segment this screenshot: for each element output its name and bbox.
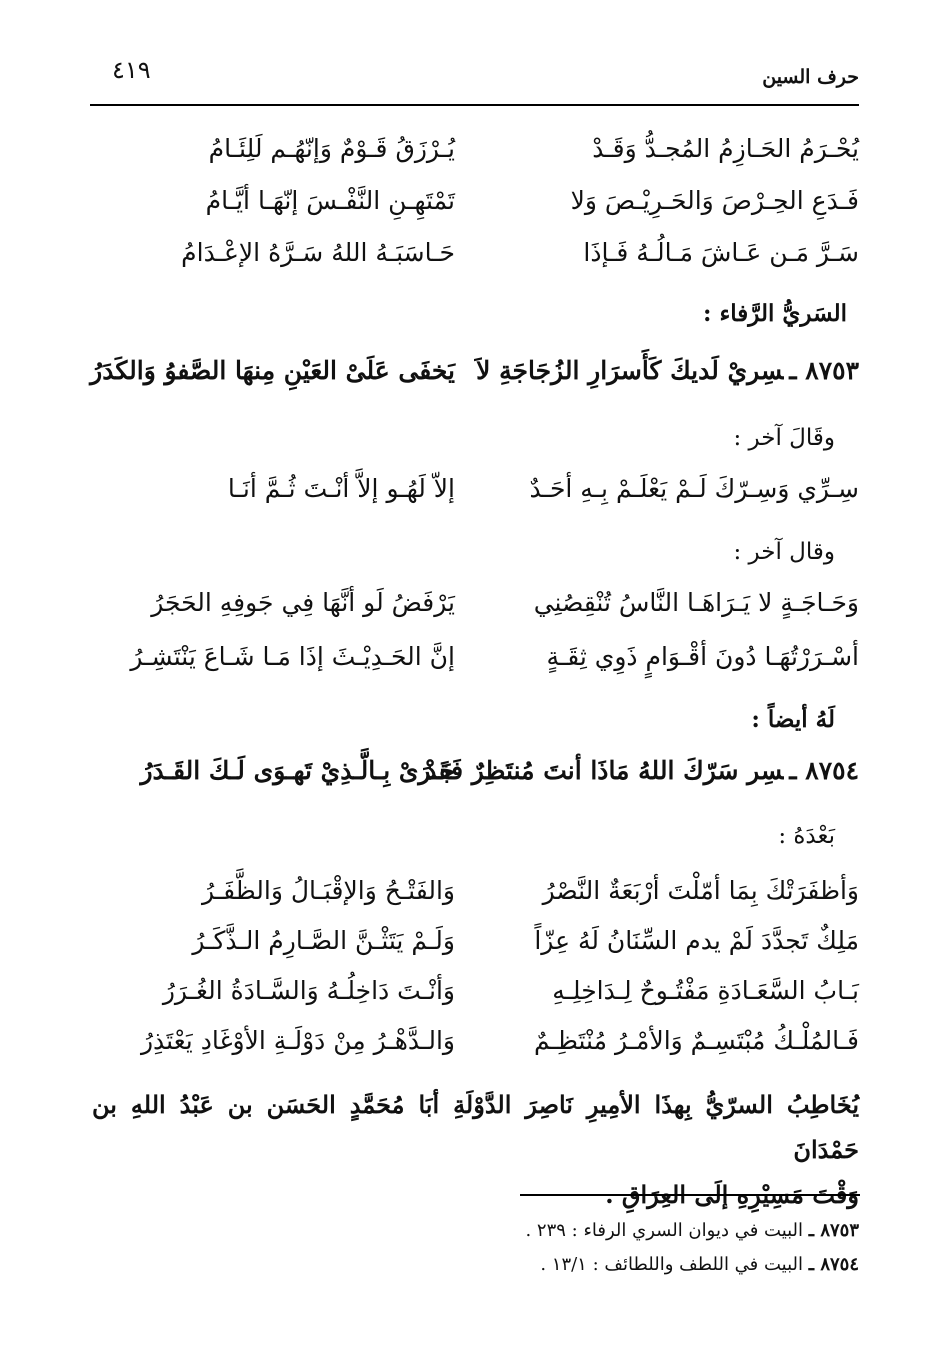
verse-line: [100, 632, 859, 682]
attribution-label: السَريُّ الرَّفاء :: [702, 300, 847, 327]
second-hemistich: وَأنْـتَ دَاخِلُـهُ وَالسَّـادَةُ الغُـرَرُ: [162, 976, 455, 1005]
second-hemistich: إنَّ الحَـدِيْـثَ إذَا مَـا شَـاعَ يَنْتَشِـرُ: [130, 642, 455, 671]
prose-line: يُخَاطِبُ السرّيُّ بِهذَا الأمِيرِ نَاصِرَ الدَّوْلَةِ أبَا مُحَمَّدٍ الحَسَن بن عَبْدُ اللهِ بن حَمْدَانَ: [92, 1090, 859, 1164]
page-number: ٤١٩: [112, 56, 151, 84]
prose-line: وَقْتَ مَسِيْرِهِ إلَى العِرَاقِ .: [605, 1180, 859, 1209]
second-hemistich: إلاّ لَهُـو إلاَّ أنْـتَ ثُـمَّ أنَـا: [227, 474, 455, 503]
verse-line: [100, 578, 859, 628]
second-hemistich: وَالـدَّهْـرُ مِنْ دَوْلَـةِ الأوْغَادِ يَعْتَذِرُ: [140, 1026, 455, 1055]
footnote-number: ٨٧٥٤ ـ: [808, 1254, 859, 1275]
first-hemistich: سَـرَّ مَـن عَـاشَ مَـالُـهُ فَـإذَا: [583, 238, 859, 267]
verse-line: [100, 228, 859, 278]
first-hemistich: فَـالمُلْـكُ مُبْتَسِـمٌ وَالأمْـرُ مُنْتَظِـمٌ: [534, 1026, 859, 1055]
page-header: [90, 52, 859, 106]
verse-8754: [100, 746, 859, 796]
section-title: حرف السين: [762, 66, 859, 88]
first-hemistich: ٨٧٥٣ ـسِريْ لَديكَ كَأَسرَارِ الزُجَاجَةِ لاَ: [476, 356, 859, 385]
verse-line: [100, 176, 859, 226]
first-hemistich: يُحْـرَمُ الحَـازِمُ المُجـدُّ وَقَـدْ: [592, 134, 859, 163]
footnote: [540, 1250, 859, 1280]
footnote-divider: [520, 1194, 860, 1196]
footnote-text: البيت في ديوان السري الرفاء : ٢٣٩ .: [525, 1220, 804, 1241]
verse-line: [100, 866, 859, 916]
second-hemistich: يَخفَى عَلَىْ العَيْنِ مِنهَا الصَّفوُ وَالكَدَرُ: [90, 356, 455, 385]
footnote: [525, 1216, 859, 1246]
first-hemistich: وَحَـاجَـةٍ لا يَـرَاهَـا النَّاسُ تُنْقِصُنِي: [533, 588, 859, 617]
attribution-label: وقَالَ آخر :: [733, 425, 835, 451]
verse-line: [100, 966, 859, 1016]
verse-8753: [90, 346, 859, 396]
footnote-number: ٨٧٥٣ ـ: [808, 1220, 859, 1241]
first-hemistich: فَـدَعِ الحِـرْصَ وَالحَـرِيْـصَ وَلا: [570, 186, 859, 215]
first-hemistich: وَأظفَرَتْكَ بِمَا أمّلْتَ أرْبَعَةٌ النَّصْرُ: [542, 876, 859, 905]
second-hemistich: وَلَـمْ يَتَثْـنَّ الصَّـارِمُ الـذَّكَـرُ: [192, 926, 455, 955]
attribution-label: لَهُ أيضاً :: [751, 706, 835, 733]
attribution-label: بَعْدَهُ :: [778, 823, 835, 849]
first-hemistich: بَـابُ السَّعَـادَةِ مَفْتُـوحٌ لِـدَاخِلِـهِ: [552, 976, 859, 1005]
verse-line: [100, 464, 859, 514]
second-hemistich: تَمْتَهِـنِ النَّفْـسَ إنّهَـا أيَّـامُ: [205, 186, 455, 215]
verse-line: [100, 1016, 859, 1066]
first-hemistich: أسْـرَرْتُهَـا دُونَ أقْـوَامٍ ذَوِي ثِقَـةٍ: [546, 642, 859, 671]
prose-paragraph: [92, 1082, 859, 1217]
attribution-label: وقال آخر :: [733, 539, 835, 565]
second-hemistich: يُـرْزَقُ قَـوْمٌ وَإنّهُـم لَلِئَـامُ: [208, 134, 455, 163]
first-hemistich: سِـرِّي وَسِـرّكَ لَـمْ يَعْلَـمْ بِـهِ أحَـدٌ: [529, 474, 859, 503]
verse-number: ٨٧٥٣ ـ: [789, 356, 859, 385]
footnote-text: البيت في اللطف واللطائف : ١٣/١ .: [540, 1254, 804, 1275]
verse-line: [100, 916, 859, 966]
second-hemistich: جَـرَىْ بِـالَّـذِيْ تَهـوَى لَـكَ القَـدَرُ: [140, 756, 455, 785]
verse-line: [100, 124, 859, 174]
second-hemistich: حَـاسَبَـهُ اللهُ سَـرَّهُ الإعْـدَامُ: [181, 238, 455, 267]
second-hemistich: يَرْفَضُ لَو أنَّهَا فِي جَوفِهِ الحَجَرُ: [151, 588, 455, 617]
second-hemistich: وَالفَتْـحُ وَالإقْبَـالُ وَالظَّفَـرُ: [202, 876, 455, 905]
first-hemistich: ٨٧٥٤ ـسِر سَرّكَ اللهُ مَاذَا أنتَ مُنتَظِرٌ فَقَدْ: [425, 756, 859, 785]
verse-number: ٨٧٥٤ ـ: [789, 756, 859, 785]
first-hemistich: مَلِكٌ تَجدَّدَ لَمْ يدم السِّنَانُ لَهُ عِزّاً: [534, 926, 859, 955]
